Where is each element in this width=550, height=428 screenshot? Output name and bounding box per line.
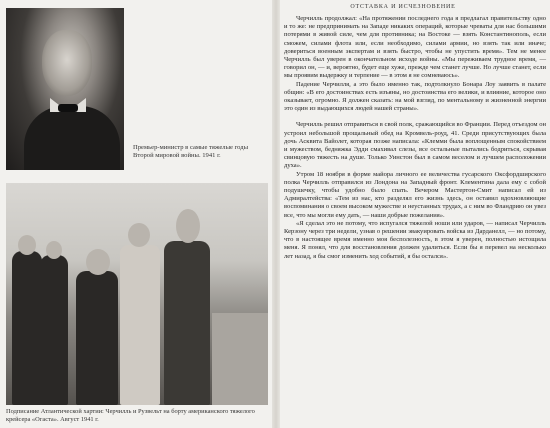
figure-churchill-head (86, 249, 110, 275)
book-gutter (272, 0, 280, 428)
paragraph: Падение Черчилля, а это было именно так, подтолкнуло Бонара Лоу заявить в палате общин: «В его достоинствах есть изъяны, но достоинства его велики, и влияние, которое оно оказывает, огромно. Я должен сказать: на мой взгляд, по ментальному и жизненной энергии это один из выдающихся людей нашей страны». (284, 80, 546, 113)
figure-general-head (176, 209, 200, 243)
figure-general (164, 241, 210, 405)
figure-officer-left (12, 251, 42, 405)
portrait-suit (24, 106, 120, 170)
figure-churchill (76, 271, 118, 405)
figure-officer-second-head (46, 241, 62, 259)
paragraph: Утром 18 ноября в форме майора личного ее величества гусарского Оксфордширского полка Черчилль отправился из Лондона на Западный фронт. Клементина дала ему с собой подушечку, чтобы удобно было спать. Вечером Мастертон-Смит написал ей из Адмиралтейства: «Тем из нас, кто разделял его жизнь здесь, он оставил вдохновляющие воспоминания о своем высоком мужестве и неустанных трудах, а с ним во Фландрию он увез все, что мы могли ему дать, — наши добрые пожелания». (284, 170, 546, 219)
deck-railing (212, 313, 268, 405)
figure-roosevelt-head (128, 223, 150, 247)
paragraph: «Я сделал это не потому, что испугался тяжелой ноши или ударов, — написал Черчилль Керзону через три недели, узнав о решении эвакуировать войска из Дарданелл, — но потому, что в настоящее время именно моя бесполезность, в этом я уверен, полностью истощила меня. Я понял, что для восстановления должен удалиться. Если бы я перевел на несколько лет назад, я бы смог изменить ход событий, я бы остался». (284, 219, 546, 260)
portrait-photo (6, 8, 124, 170)
running-head: ОТСТАВКА И ИСЧЕЗНОВЕНИЕ (350, 4, 456, 10)
figure-officer-second (40, 255, 68, 405)
figure-roosevelt (120, 245, 160, 405)
body-text-column (284, 15, 546, 261)
ship-caption: Подписание Атлантической хартии: Черчилль и Рузвельт на борту американского тяжелого крейсера «Огаста». Август 1941 г. (6, 408, 255, 423)
portrait-bow-tie (58, 104, 78, 112)
ship-deck-photo (6, 183, 268, 405)
paragraph: Черчилль продолжал: «На протяжении последнего года я предлагал правительству одно и то же: не предпринимать на Западе никаких операций, которые чреваты для нас большими потерями в живой силе, чем для противника; на Востоке — взять Константинополь, если сможем, силами флота или, если необходимо, силами армии, но взять так или иначе; довериться военным экспертам и взять быстро, чтобы не упустить время». Тем не менее Черчилль был уверен в окончательном исходе войны. «Мы переживаем трудное время, — говорил он, — и, вероятно, будет еще хуже, прежде чем станет лучше. Но лучше станет, если мы проявим выдержку и терпение — в этом я не сомневаюсь». (284, 15, 546, 80)
portrait-caption: Премьер-министр в самые тяжелые годы Второй мировой войны. 1941 г. (133, 144, 249, 159)
paragraph: Черчилль решил отправиться в свой полк, сражающийся во Франции. Перед отъездом он устроил небольшой прощальный обед на Кромвель-роуд, 41. Среди присутствующих была дочь Асквита Вайолет, которая позже написала: «Клемми была воплощенным спокойствием и мужеством, бедняжка Эдди смахивал слезы, все остальные пытались бодриться, скрывая свинцовую тяжесть на душе. Только Уинстон был в самом веселом и лучшем расположении духа». (284, 121, 546, 170)
figure-officer-left-head (18, 235, 36, 255)
portrait-face (42, 30, 92, 96)
